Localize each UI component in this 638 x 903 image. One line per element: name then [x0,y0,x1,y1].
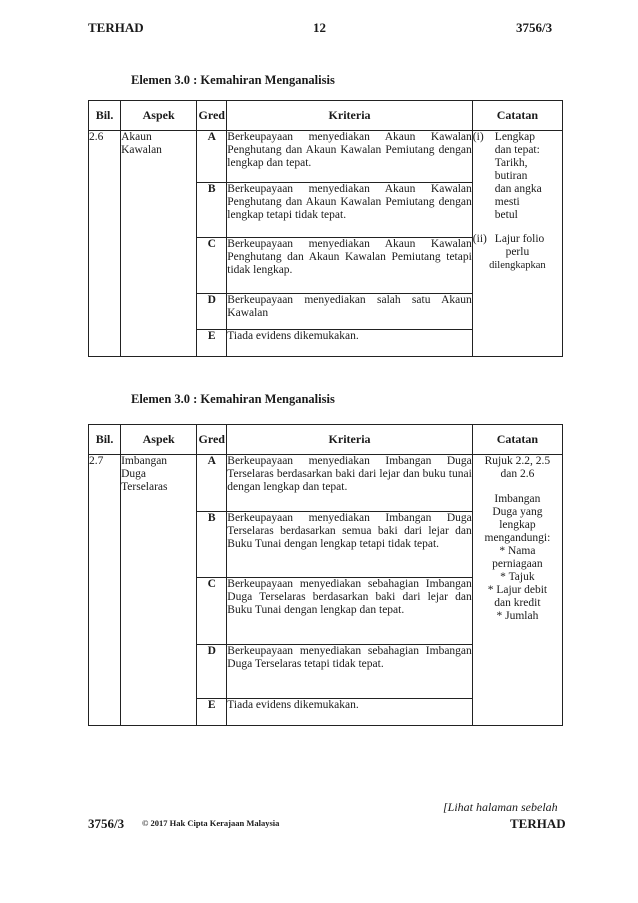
catatan-line: perniagaan [492,558,543,570]
catatan-line: dan angka [494,183,542,195]
grade-cell: D [197,645,227,699]
copyright-notice: © 2017 Hak Cipta Kerajaan Malaysia [142,818,280,828]
catatan-item-number: (ii) [472,233,487,245]
criteria-cell: Berkeupayaan menyediakan Akaun Kawalan Penghutang dan Akaun Kawalan Pemiutang dengan lengkap dan tepat. [227,131,473,183]
catatan-line: dilengkapkan [489,260,546,271]
catatan-line: Rujuk 2.2, 2.5 [484,455,551,467]
continue-note: [Lihat halaman sebelah [443,800,558,814]
catatan-line: lengkap [499,519,536,531]
column-header-aspek: Aspek [121,101,197,131]
grade-cell: C [197,238,227,294]
catatan-line: betul [494,209,518,221]
table-row [89,455,563,512]
catatan-item-2 [473,233,562,246]
criteria-cell: Berkeupayaan menyediakan Akaun Kawalan Penghutang dan Akaun Kawalan Pemiutang tetapi tidak lengkap. [227,238,473,294]
aspek-cell [121,455,197,726]
column-header-kriteria: Kriteria [227,101,473,131]
grade-cell: C [197,578,227,645]
column-header-bil: Bil. [89,101,121,131]
criteria-cell: Berkeupayaan menyediakan sebahagian Imbangan Duga Terselaras berdasarkan baki dari lejar dan Buku Tunai dengan lengkap dan tepat. [227,578,473,645]
grade-cell: D [197,294,227,330]
catatan-line: dan tepat: [494,144,540,156]
element-title-2: Elemen 3.0 : Kemahiran Menganalisis [131,392,335,406]
grade-cell: E [197,699,227,726]
criteria-cell: Tiada evidens dikemukakan. [227,699,473,726]
rubric-table-2 [88,424,563,726]
catatan-line: Duga yang [492,506,543,518]
grade-cell: B [197,183,227,238]
criteria-cell: Berkeupayaan menyediakan sebahagian Imbangan Duga Terselaras tetapi tidak tepat. [227,645,473,699]
table-header-row [89,101,563,131]
catatan-line: perlu [505,246,530,258]
catatan-line [473,481,562,493]
rubric-table-1 [88,100,563,357]
grade-cell: E [197,330,227,357]
catatan-line: Imbangan [494,493,541,505]
grade-cell: A [197,131,227,183]
table-row [89,131,563,183]
criteria-cell: Berkeupayaan menyediakan Akaun Kawalan Penghutang dan Akaun Kawalan Pemiutang dengan lengkap tetapi tidak tepat. [227,183,473,238]
aspek-line: Imbangan [121,455,168,467]
catatan-line: butiran [494,170,528,182]
grade-cell: B [197,512,227,578]
aspek-cell [121,131,197,357]
catatan-line: Tarikh, [494,157,528,169]
column-header-bil: Bil. [89,425,121,455]
criteria-cell: Berkeupayaan menyediakan Imbangan Duga Terselaras berdasarkan semua baki dari lejar dan Buku Tunai dengan lengkap tetapi tidak tepat. [227,512,473,578]
column-header-kriteria: Kriteria [227,425,473,455]
footer-right: TERHAD [510,816,566,831]
aspek-line: Kawalan [121,144,162,156]
footer-code: 3756/3 [88,816,125,831]
column-header-catatan: Catatan [472,425,562,455]
catatan-line: * Tajuk [500,571,535,583]
header-right: 3756/3 [516,20,553,35]
criteria-cell: Tiada evidens dikemukakan. [227,330,473,357]
table-header-row [89,425,563,455]
header-left: TERHAD [88,20,144,35]
catatan-line: * Nama [499,545,536,557]
catatan-item-text [495,131,542,222]
catatan-line: dan kredit [494,597,541,609]
criteria-cell: Berkeupayaan menyediakan salah satu Akaun Kawalan [227,294,473,330]
catatan-line: dan 2.6 [500,468,535,480]
catatan-item-1 [473,131,562,222]
column-header-gred: Gred [197,425,227,455]
page-number: 12 [313,20,326,35]
grade-cell: A [197,455,227,512]
aspek-line: Akaun [121,131,152,143]
catatan-line: Lengkap [494,131,536,143]
column-header-gred: Gred [197,101,227,131]
catatan-cell [472,455,562,726]
catatan-item-text: Lajur folio [494,233,545,245]
column-header-catatan: Catatan [472,101,562,131]
bil-cell: 2.6 [89,131,121,357]
catatan-line: * Lajur debit [487,584,548,596]
column-header-aspek: Aspek [121,425,197,455]
catatan-line: mesti [494,196,520,208]
catatan-item-number: (i) [472,131,484,143]
element-title-1: Elemen 3.0 : Kemahiran Menganalisis [131,73,335,87]
bil-cell: 2.7 [89,455,121,726]
aspek-line: Duga [121,468,146,480]
criteria-cell: Berkeupayaan menyediakan Imbangan Duga Terselaras berdasarkan baki dari lejar dan buku tunai dengan lengkap dan tepat. [227,455,473,512]
catatan-line: * Jumlah [496,610,539,622]
catatan-line: mengandungi: [484,532,551,544]
aspek-line: Terselaras [121,481,168,493]
catatan-cell [472,131,562,357]
